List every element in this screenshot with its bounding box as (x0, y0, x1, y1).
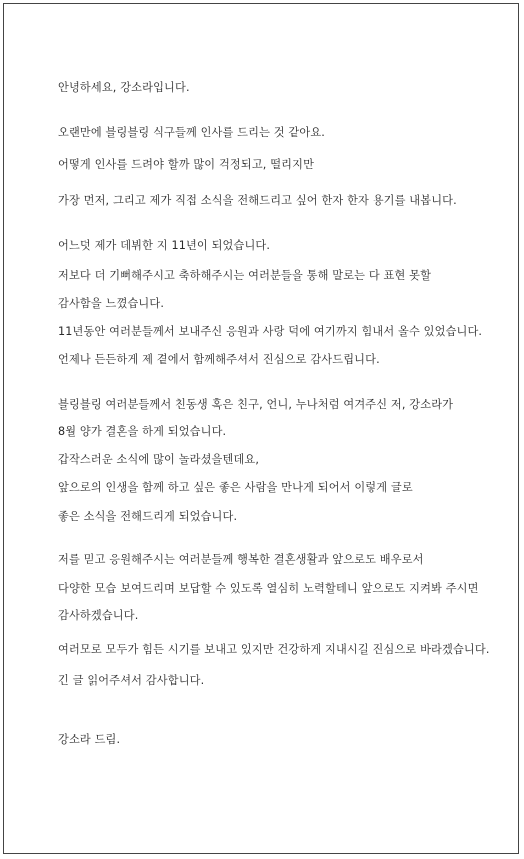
letter-line: 어느덧 제가 데뷔한 지 11년이 되었습니다. (58, 239, 271, 252)
letter-line: 8월 양가 결혼을 하게 되었습니다. (58, 425, 227, 438)
letter-line: 감사하겠습니다. (58, 609, 139, 622)
letter-line: 어떻게 인사를 드려야 할까 많이 걱정되고, 떨리지만 (58, 158, 315, 171)
letter-line: 긴 글 읽어주셔서 감사합니다. (58, 674, 205, 687)
letter-line: 여러모로 모두가 힘든 시기를 보내고 있지만 건강하게 지내시길 진심으로 바라겠습니다. (58, 643, 490, 656)
letter-line: 감사함을 느꼈습니다. (58, 297, 165, 310)
letter-line: 11년동안 여러분들께서 보내주신 응원과 사랑 덕에 여기까지 힘내서 올수 있었습니다. (58, 325, 483, 338)
letter-line: 저를 믿고 응원해주시는 여러분들께 행복한 결혼생활과 앞으로도 배우로서 (58, 553, 424, 566)
letter-line: 오랜만에 블링블링 식구들께 인사를 드리는 것 같아요. (58, 126, 326, 139)
letter-line: 갑작스러운 소식에 많이 놀라셨을텐데요, (58, 453, 260, 466)
letter-line: 가장 먼저, 그리고 제가 직접 소식을 전해드리고 싶어 한자 한자 용기를 내봅니다. (58, 194, 457, 207)
letter-line: 다양한 모습 보여드리며 보답할 수 있도록 열심히 노력할테니 앞으로도 지켜봐 주시면 (58, 582, 479, 595)
letter-line: 언제나 든든하게 제 곁에서 함께해주셔서 진심으로 감사드립니다. (58, 353, 380, 366)
letter-line: 블링블링 여러분들께서 친동생 혹은 친구, 언니, 누나처럼 여겨주신 저, 강소라가 (58, 398, 454, 411)
letter-line: 저보다 더 기뻐해주시고 축하해주시는 여러분들을 통해 말로는 다 표현 못할 (58, 269, 432, 282)
letter-line: 좋은 소식을 전해드리게 되었습니다. (58, 510, 238, 523)
letter-line: 앞으로의 인생을 함께 하고 싶은 좋은 사람을 만나게 되어서 이렇게 글로 (58, 481, 413, 494)
signature: 강소라 드림. (58, 733, 121, 746)
greeting-line: 안녕하세요, 강소라입니다. (58, 81, 190, 94)
